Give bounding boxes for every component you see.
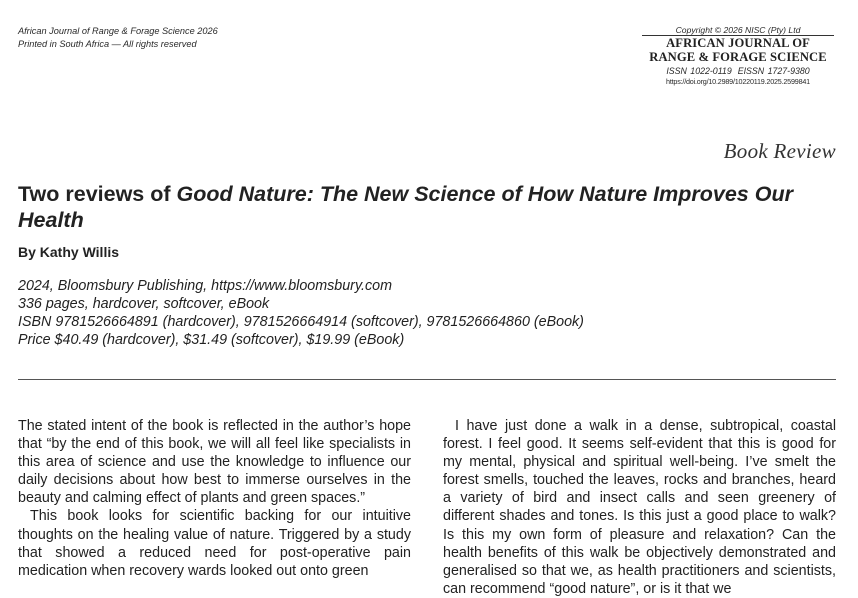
paragraph: I have just done a walk in a dense, subtropical, coastal forest. I feel good. It seems self-evident that this is good for my mental, physical and spiritual well-being. I’ve smelt the forest smells, touched the leaves, rocks and branches, heard a variety of bird and insect calls and seen greenery of different shades and tones. Is this just a good place to walk? Is this my own form of pleasure and relaxation? Can the health benefits of this walk be objectively demonstrated and generalised so that we, as health practitioners and scientists, can recommend “good nature”, or is it that we (443, 418, 836, 597)
format-line: 336 pages, hardcover, softcover, eBook (18, 296, 270, 312)
paragraph: This book looks for scientific backing for our intuitive thoughts on the healing value of nature. Triggered by a study that showed a reduced need for post-operative pain medication when recovery wards looked out onto green (18, 508, 411, 579)
doi-link[interactable]: https://doi.org/10.2989/10220119.2025.2599841 (666, 77, 810, 87)
article-title (18, 181, 838, 233)
journal-running-header (18, 25, 218, 50)
eissn: EISSN 1727-9380 (737, 66, 810, 77)
body-column-left (18, 417, 411, 580)
book-title: Good Nature: The New Science of How Nature Improves Our Health (18, 182, 793, 232)
issn: ISSN 1022-0119 (666, 66, 732, 77)
price-line: Price $40.49 (hardcover), $31.49 (softcover), $19.99 (eBook) (18, 332, 405, 348)
section-divider (18, 379, 836, 380)
section-label: Book Review (723, 139, 836, 163)
copyright-notice: Copyright © 2026 NISC (Pty) Ltd (642, 25, 834, 36)
journal-name-line-1: AFRICAN JOURNAL OF (666, 36, 810, 50)
journal-name-line-2: RANGE & FORAGE SCIENCE (649, 49, 827, 64)
journal-citation-line: African Journal of Range & Forage Science 2026 (18, 26, 218, 36)
journal-masthead (642, 25, 834, 87)
title-prefix: Two reviews of (18, 182, 177, 206)
book-author: By Kathy Willis (18, 244, 120, 260)
printed-rights-line: Printed in South Africa — All rights reserved (18, 38, 197, 49)
book-details (18, 277, 584, 349)
journal-name (642, 37, 834, 64)
isbn-line: ISBN 9781526664891 (hardcover), 9781526664914 (softcover), 9781526664860 (eBook) (18, 314, 584, 330)
issn-line (642, 65, 834, 77)
paragraph: The stated intent of the book is reflected in the author’s hope that “by the end of this book, we will all feel like specialists in this area of science and use the knowledge to influence our daily decisions about how best to immerse ourselves in the beauty and calming effect of plants and green spaces.” (18, 418, 411, 507)
body-column-right (443, 417, 836, 598)
publisher-line: 2024, Bloomsbury Publishing, https://www.bloomsbury.com (18, 278, 393, 294)
